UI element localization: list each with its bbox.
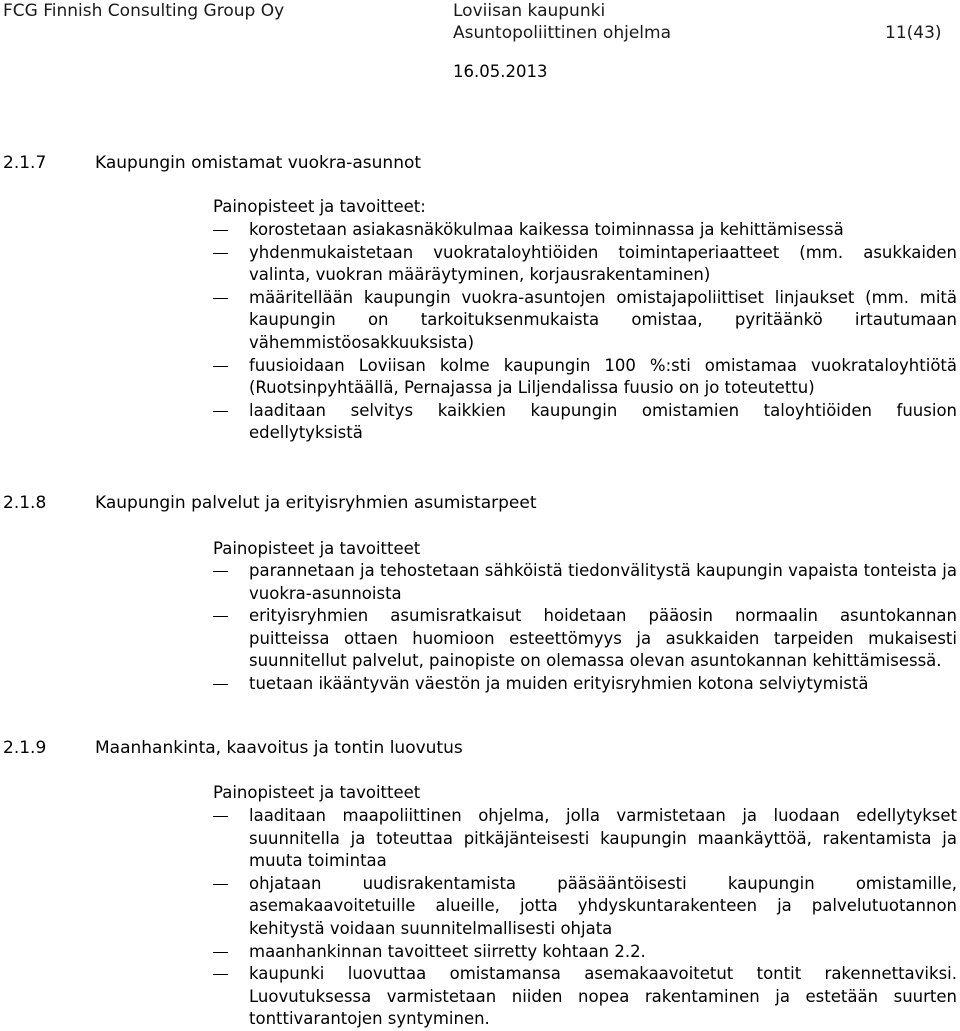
dash-bullet bbox=[213, 974, 228, 975]
section-title: Kaupungin palvelut ja erityisryhmien asumistarpeet bbox=[95, 493, 537, 513]
list-item: parannetaan ja tehostetaan sähköistä tiedonvälitystä kaupungin vapaista tonteista ja vuokra-asunnoista bbox=[213, 560, 957, 605]
list-item: määritellään kaupungin vuokra-asuntojen omistajapoliittiset linjaukset (mm. mitä kaupungin on tarkoituksenmukaista omistaa, pyritäänkö irtautumaan vähemmistöosakkuuksista) bbox=[213, 287, 957, 355]
section-subheading: Painopisteet ja tavoitteet bbox=[213, 783, 421, 802]
section-list-2-1-9 bbox=[213, 805, 957, 1031]
dash-bullet bbox=[213, 230, 228, 231]
list-item: laaditaan maapoliittinen ohjelma, jolla varmistetaan ja luodaan edellytykset suunnitella ja toteuttaa pitkäjänteisesti kaupungin maankäyttöä, rakentamista ja muuta toimintaa bbox=[213, 805, 957, 873]
header-page-number: 11(43) bbox=[885, 23, 942, 43]
dash-bullet bbox=[213, 298, 228, 299]
list-item: fuusioidaan Loviisan kolme kaupungin 100 %:sti omistamaa vuokrataloyhtiötä (Ruotsinpyhtäällä, Pernajassa ja Liljendalissa fuusio on jo toteutettu) bbox=[213, 355, 957, 400]
section-list-2-1-7 bbox=[213, 219, 957, 445]
list-item: korostetaan asiakasnäkökulmaa kaikessa toiminnassa ja kehittämisessä bbox=[213, 219, 957, 242]
section-title: Maanhankinta, kaavoitus ja tontin luovutus bbox=[95, 738, 463, 758]
dash-bullet bbox=[213, 816, 228, 817]
list-item: yhdenmukaistetaan vuokrataloyhtiöiden toimintaperiaatteet (mm. asukkaiden valinta, vuokran määräytyminen, korjausrakentaminen) bbox=[213, 242, 957, 287]
header-right bbox=[453, 0, 943, 44]
header-document-title: Asuntopoliittinen ohjelma bbox=[453, 23, 671, 43]
list-item: erityisryhmien asumisratkaisut hoidetaan pääosin normaalin asuntokannan puitteissa ottaen huomioon esteettömyys ja asukkaiden tarpeiden mukaisesti suunnitellut palvelut, painopiste on olemassa olevan asuntokannan kehittämisessä. bbox=[213, 605, 957, 673]
section-heading-2-1-7 bbox=[3, 152, 421, 174]
list-item: maanhankinnan tavoitteet siirretty kohtaan 2.2. bbox=[213, 941, 957, 964]
header-company: FCG Finnish Consulting Group Oy bbox=[3, 1, 285, 21]
dash-bullet bbox=[213, 253, 228, 254]
section-number: 2.1.9 bbox=[3, 738, 47, 758]
header-document-row bbox=[453, 22, 943, 44]
section-heading-2-1-8 bbox=[3, 492, 537, 514]
list-item: ohjataan uudisrakentamista pääsääntöisesti kaupungin omistamille, asemakaavoitetuille alueille, jotta yhdyskuntarakenteen ja palvelutuotannon kehitystä voidaan suunnitelmallisesti ohjata bbox=[213, 873, 957, 941]
section-number: 2.1.8 bbox=[3, 493, 47, 513]
header-date: 16.05.2013 bbox=[453, 62, 548, 81]
section-heading-2-1-9 bbox=[3, 737, 463, 759]
dash-bullet bbox=[213, 366, 228, 367]
section-title: Kaupungin omistamat vuokra-asunnot bbox=[95, 153, 422, 173]
section-list-2-1-8 bbox=[213, 560, 957, 696]
section-subheading: Painopisteet ja tavoitteet bbox=[213, 539, 421, 558]
list-item: tuetaan ikääntyvän väestön ja muiden erityisryhmien kotona selviytymistä bbox=[213, 673, 957, 696]
section-number: 2.1.7 bbox=[3, 153, 47, 173]
list-item: kaupunki luovuttaa omistamansa asemakaavoitetut tontit rakennettaviksi. Luovutuksessa varmistetaan niiden nopea rakentaminen ja estetään suurten tonttivarantojen syntyminen. bbox=[213, 963, 957, 1031]
section-subheading: Painopisteet ja tavoitteet: bbox=[213, 197, 426, 216]
list-item: laaditaan selvitys kaikkien kaupungin omistamien taloyhtiöiden fuusion edellytyksistä bbox=[213, 400, 957, 445]
dash-bullet bbox=[213, 411, 228, 412]
header-client: Loviisan kaupunki bbox=[453, 1, 606, 21]
dash-bullet bbox=[213, 684, 228, 685]
dash-bullet bbox=[213, 952, 228, 953]
dash-bullet bbox=[213, 571, 228, 572]
dash-bullet bbox=[213, 884, 228, 885]
dash-bullet bbox=[213, 616, 228, 617]
